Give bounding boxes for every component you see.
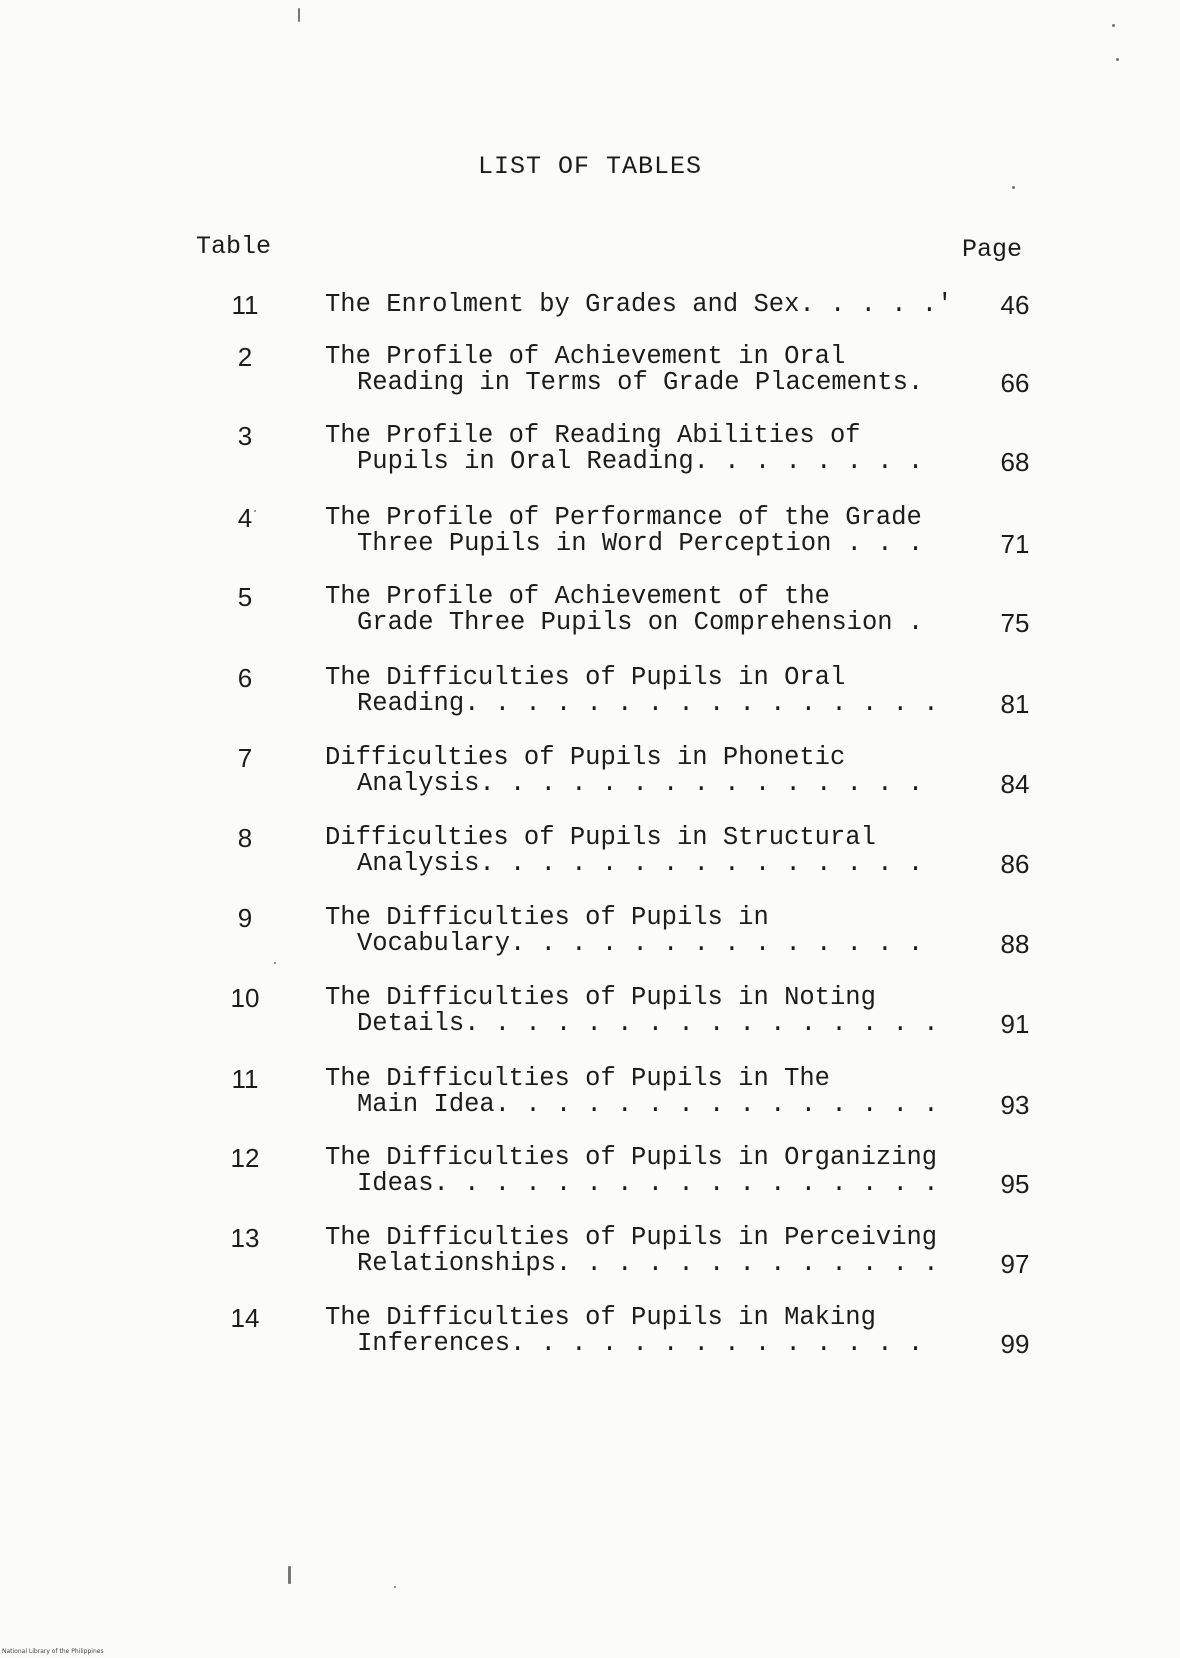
table-entry xyxy=(0,342,1180,402)
table-title-line2: Relationships. . . . . . . . . . . . . xyxy=(357,1249,939,1278)
page-title: LIST OF TABLES xyxy=(477,152,703,181)
table-title-line1: Difficulties of Pupils in Structural xyxy=(325,823,876,852)
page-number: 46 xyxy=(1000,290,1030,320)
table-title-line1: The Difficulties of Pupils in Oral xyxy=(325,663,846,692)
table-number: 11 xyxy=(231,1064,259,1094)
table-number: 10 xyxy=(230,983,260,1013)
table-title-line1: Difficulties of Pupils in Phonetic xyxy=(325,743,846,772)
table-number: 2 xyxy=(237,342,253,372)
table-number: 6 xyxy=(237,663,253,693)
page-number: 84 xyxy=(1000,769,1030,799)
page-number: 93 xyxy=(1000,1090,1030,1120)
table-number: 11 xyxy=(231,290,259,320)
table-number: 13 xyxy=(230,1223,260,1253)
table-title-line2: Reading. . . . . . . . . . . . . . . . xyxy=(357,689,939,718)
page-column-header: Page xyxy=(962,235,1023,264)
table-title-line1: The Profile of Performance of the Grade xyxy=(325,503,922,532)
table-entry xyxy=(0,290,1180,350)
table-title-line1: The Difficulties of Pupils in xyxy=(325,903,769,932)
scan-footer-note: National Library of the Philippines xyxy=(2,1648,104,1655)
table-entry xyxy=(0,983,1180,1043)
table-title-line2: Inferences. . . . . . . . . . . . . . xyxy=(357,1329,924,1358)
table-entry xyxy=(0,1143,1180,1203)
table-title-line1: The Difficulties of Pupils in Noting xyxy=(325,983,876,1012)
table-title-line2: Grade Three Pupils on Comprehension . xyxy=(357,608,924,637)
table-entry xyxy=(0,421,1180,481)
table-entry xyxy=(0,503,1180,563)
table-title-line2: Three Pupils in Word Perception . . . xyxy=(357,529,924,558)
table-title-line2: Analysis. . . . . . . . . . . . . . . xyxy=(357,849,924,878)
table-column-header: Table xyxy=(196,232,272,261)
table-entry xyxy=(0,743,1180,803)
page-number: 91 xyxy=(1000,1009,1030,1039)
table-entry xyxy=(0,1064,1180,1124)
table-entry xyxy=(0,903,1180,963)
table-title-line1: The Profile of Achievement in Oral xyxy=(325,342,846,371)
table-title-line2: Pupils in Oral Reading. . . . . . . . xyxy=(357,447,924,476)
table-number: 14 xyxy=(230,1303,260,1333)
page-number: 71 xyxy=(1000,529,1030,559)
table-entry xyxy=(0,1303,1180,1363)
table-entry xyxy=(0,1223,1180,1283)
page-number: 97 xyxy=(1000,1249,1030,1279)
table-number: 12 xyxy=(230,1143,260,1173)
page-number: 88 xyxy=(1000,929,1030,959)
page-number: 81 xyxy=(1000,689,1030,719)
table-title-line2: Vocabulary. . . . . . . . . . . . . . xyxy=(357,929,924,958)
table-entry xyxy=(0,663,1180,723)
table-title-line2: Reading in Terms of Grade Placements. xyxy=(357,368,924,397)
table-number: 3 xyxy=(237,421,253,451)
table-title-line1: The Difficulties of Pupils in The xyxy=(325,1064,830,1093)
page-number: 75 xyxy=(1000,608,1030,638)
page-number: 68 xyxy=(1000,447,1030,477)
table-title-line1: The Difficulties of Pupils in Making xyxy=(325,1303,876,1332)
table-number: 7 xyxy=(237,743,253,773)
table-entry xyxy=(0,582,1180,642)
table-title: The Enrolment by Grades and Sex. . . . .' xyxy=(325,290,953,319)
table-number: 4 xyxy=(237,503,253,533)
table-title-line2: Analysis. . . . . . . . . . . . . . . xyxy=(357,769,924,798)
table-title-line1: The Difficulties of Pupils in Perceiving xyxy=(325,1223,938,1252)
page-number: 66 xyxy=(1000,368,1030,398)
table-number: 9 xyxy=(237,903,253,933)
table-entry xyxy=(0,823,1180,883)
table-title-line1: The Profile of Achievement of the xyxy=(325,582,830,611)
page-number: 86 xyxy=(1000,849,1030,879)
table-title-line2: Details. . . . . . . . . . . . . . . . xyxy=(357,1009,939,1038)
table-title-line2: Main Idea. . . . . . . . . . . . . . . xyxy=(357,1090,939,1119)
table-number: 8 xyxy=(237,823,253,853)
table-title-line1: The Difficulties of Pupils in Organizing xyxy=(325,1143,938,1172)
table-number: 5 xyxy=(237,582,253,612)
page-number: 99 xyxy=(1000,1329,1030,1359)
page-number: 95 xyxy=(1000,1169,1030,1199)
table-title-line2: Ideas. . . . . . . . . . . . . . . . . xyxy=(357,1169,939,1198)
table-title-line1: The Profile of Reading Abilities of xyxy=(325,421,861,450)
